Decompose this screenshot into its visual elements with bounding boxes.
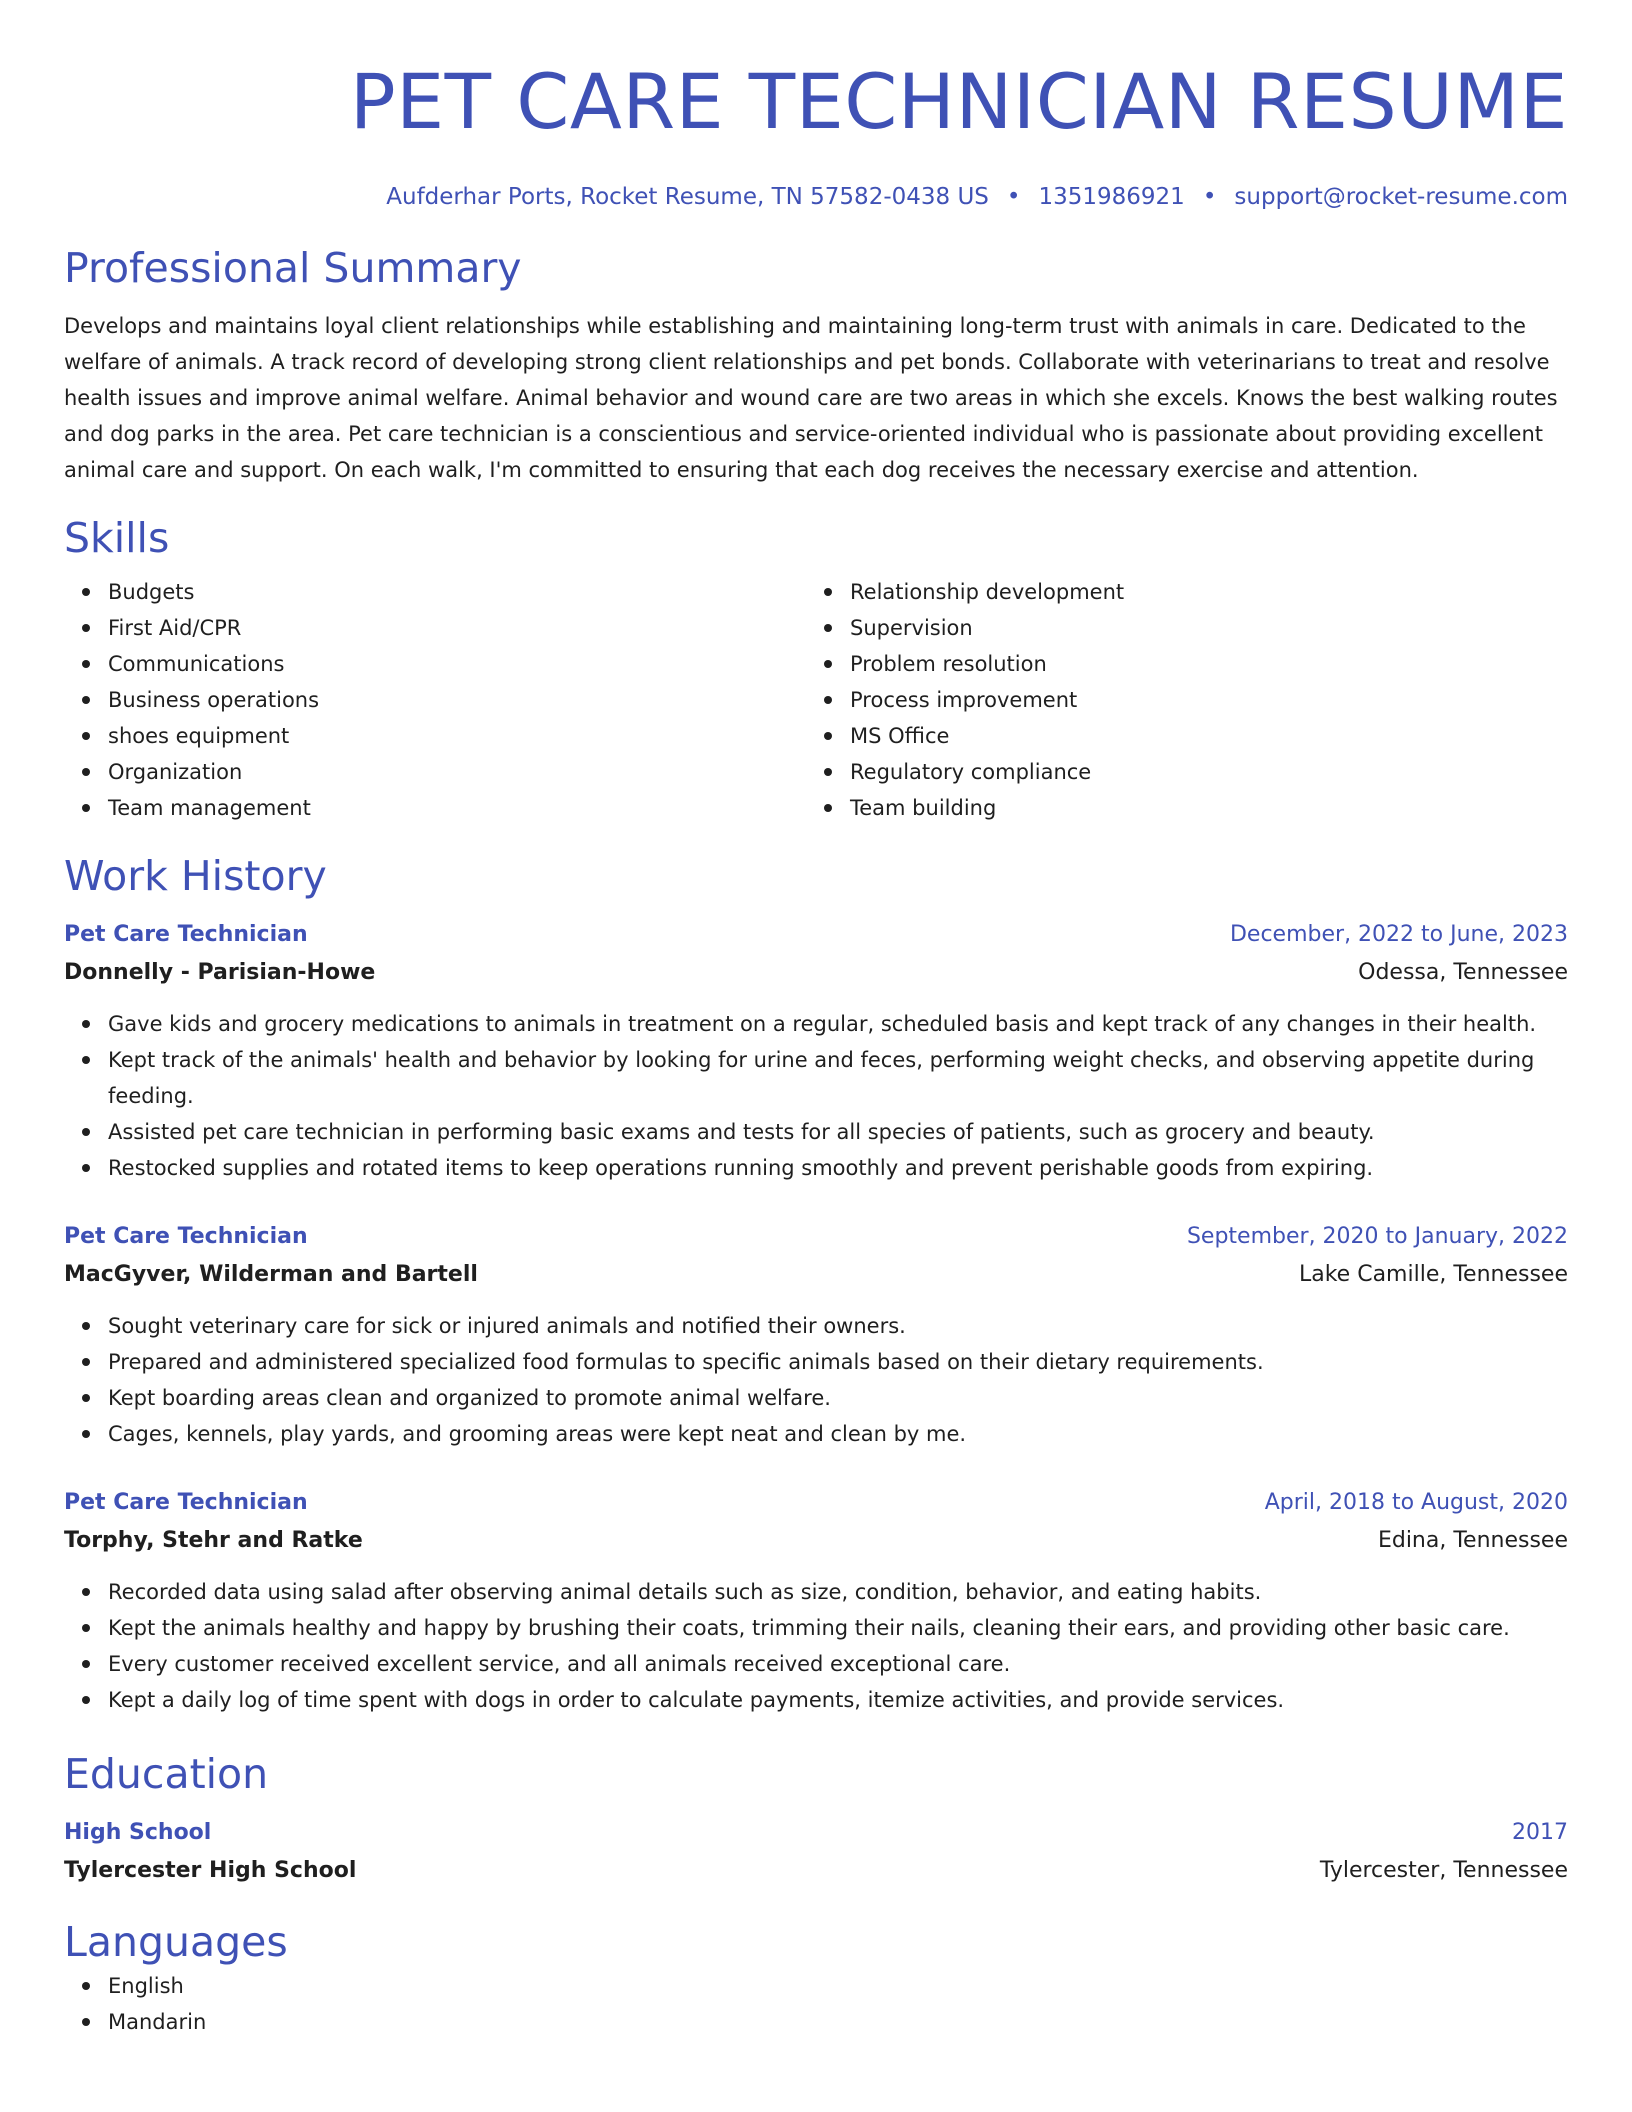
skills-column-left [64, 574, 806, 826]
job-location: Odessa, Tennessee [1358, 960, 1568, 985]
skill-item: Communications [108, 646, 806, 682]
job-bullets [64, 1308, 1568, 1452]
professional-summary-section [64, 242, 1568, 488]
job-title: Pet Care Technician [64, 922, 308, 947]
job-dates: April, 2018 to August, 2020 [1264, 1490, 1568, 1515]
job-location: Lake Camille, Tennessee [1298, 1262, 1568, 1287]
job-bullet: Every customer received excellent service, and all animals received exceptional care. [108, 1646, 1568, 1682]
contact-phone: 1351986921 [1038, 184, 1185, 210]
job-bullet: Kept the animals healthy and happy by brushing their coats, trimming their nails, cleaning their ears, and providing other basic care. [108, 1610, 1568, 1646]
job-bullet: Recorded data using salad after observing animal details such as size, condition, behavior, and eating habits. [108, 1574, 1568, 1610]
skill-item: Team management [108, 790, 806, 826]
job-bullet: Gave kids and grocery medications to animals in treatment on a regular, scheduled basis and kept track of any changes in their health. [108, 1006, 1568, 1042]
job-title-row [64, 1218, 1568, 1256]
job-location: Edina, Tennessee [1377, 1528, 1568, 1553]
skill-item: MS Office [850, 718, 1548, 754]
job-entry [64, 916, 1568, 1186]
skill-item: Relationship development [850, 574, 1548, 610]
job-dates: September, 2020 to January, 2022 [1186, 1224, 1568, 1249]
job-company: Torphy, Stehr and Ratke [64, 1528, 363, 1553]
education-degree-row [64, 1814, 1568, 1852]
education-location: Tylercester, Tennessee [1319, 1858, 1568, 1883]
job-bullet: Prepared and administered specialized food formulas to specific animals based on their dietary requirements. [108, 1344, 1568, 1380]
job-bullets [64, 1006, 1568, 1186]
education-school: Tylercester High School [64, 1858, 357, 1883]
skills-column-right [806, 574, 1548, 826]
job-bullet: Sought veterinary care for sick or injured animals and notified their owners. [108, 1308, 1568, 1344]
language-item: Mandarin [108, 2004, 1568, 2040]
job-bullet: Cages, kennels, play yards, and grooming areas were kept neat and clean by me. [108, 1416, 1568, 1452]
contact-separator: • [1202, 184, 1217, 210]
job-bullet: Kept a daily log of time spent with dogs in order to calculate payments, itemize activities, and provide services. [108, 1682, 1568, 1718]
section-heading: Languages [64, 1918, 288, 1966]
skill-item: Regulatory compliance [850, 754, 1548, 790]
job-bullet: Assisted pet care technician in performing basic exams and tests for all species of patients, such as grocery and beauty. [108, 1114, 1568, 1150]
education-section [64, 1748, 1568, 1890]
section-heading: Education [64, 1750, 269, 1798]
section-heading: Work History [64, 852, 327, 900]
skills-grid [64, 574, 1568, 826]
skill-item: First Aid/CPR [108, 610, 806, 646]
languages-list [64, 1968, 1568, 2040]
education-entry [64, 1814, 1568, 1890]
education-year: 2017 [1512, 1820, 1568, 1845]
job-entry [64, 1484, 1568, 1718]
job-dates: December, 2022 to June, 2023 [1229, 922, 1568, 947]
skill-item: Process improvement [850, 682, 1548, 718]
summary-text: Develops and maintains loyal client relationships while establishing and maintaining long-term trust with animals in care. Dedicated to the welfare of animals. A track record of developing strong client relationships and pet bonds. Collaborate with veterinarians to treat and resolve health issues and improve animal welfare. Animal behavior and wound care are two areas in which she excels. Knows the best walking routes and dog parks in the area. Pet care technician is a conscientious and service-oriented individual who is passionate about providing excellent animal care and support. On each walk, I'm committed to ensuring that each dog receives the necessary exercise and attention. [64, 314, 1558, 482]
section-heading: Skills [64, 514, 170, 562]
job-title: Pet Care Technician [64, 1490, 308, 1515]
skill-item: Problem resolution [850, 646, 1548, 682]
job-bullet: Restocked supplies and rotated items to keep operations running smoothly and prevent perishable goods from expiring. [108, 1150, 1568, 1186]
skill-item: Organization [108, 754, 806, 790]
job-bullet: Kept boarding areas clean and organized to promote animal welfare. [108, 1380, 1568, 1416]
skill-item: Budgets [108, 574, 806, 610]
job-title: Pet Care Technician [64, 1224, 308, 1249]
job-company: MacGyver, Wilderman and Bartell [64, 1262, 478, 1287]
job-entry [64, 1218, 1568, 1452]
job-title-row [64, 916, 1568, 954]
work-history-section [64, 850, 1568, 1718]
contact-address: Aufderhar Ports, Rocket Resume, TN 57582-0438 US [386, 184, 989, 210]
language-item: English [108, 1968, 1568, 2004]
education-school-row [64, 1852, 1568, 1890]
job-company-row [64, 954, 1568, 992]
skill-item: shoes equipment [108, 718, 806, 754]
contact-line [64, 180, 1568, 214]
skills-section [64, 512, 1568, 826]
contact-separator: • [1006, 184, 1021, 210]
job-company: Donnelly - Parisian-Howe [64, 960, 376, 985]
job-title-row [64, 1484, 1568, 1522]
job-company-row [64, 1256, 1568, 1294]
skill-item: Team building [850, 790, 1548, 826]
job-company-row [64, 1522, 1568, 1560]
job-bullets [64, 1574, 1568, 1718]
resume-title: PET CARE TECHNICIAN RESUME [349, 57, 1568, 146]
job-bullet: Kept track of the animals' health and behavior by looking for urine and feces, performing weight checks, and observing appetite during feeding. [108, 1042, 1568, 1114]
contact-email: support@rocket-resume.com [1234, 184, 1568, 210]
education-degree: High School [64, 1820, 212, 1845]
skill-item: Supervision [850, 610, 1548, 646]
section-heading: Professional Summary [64, 244, 522, 292]
skill-item: Business operations [108, 682, 806, 718]
resume-header [64, 54, 1568, 214]
languages-section [64, 1916, 1568, 2040]
